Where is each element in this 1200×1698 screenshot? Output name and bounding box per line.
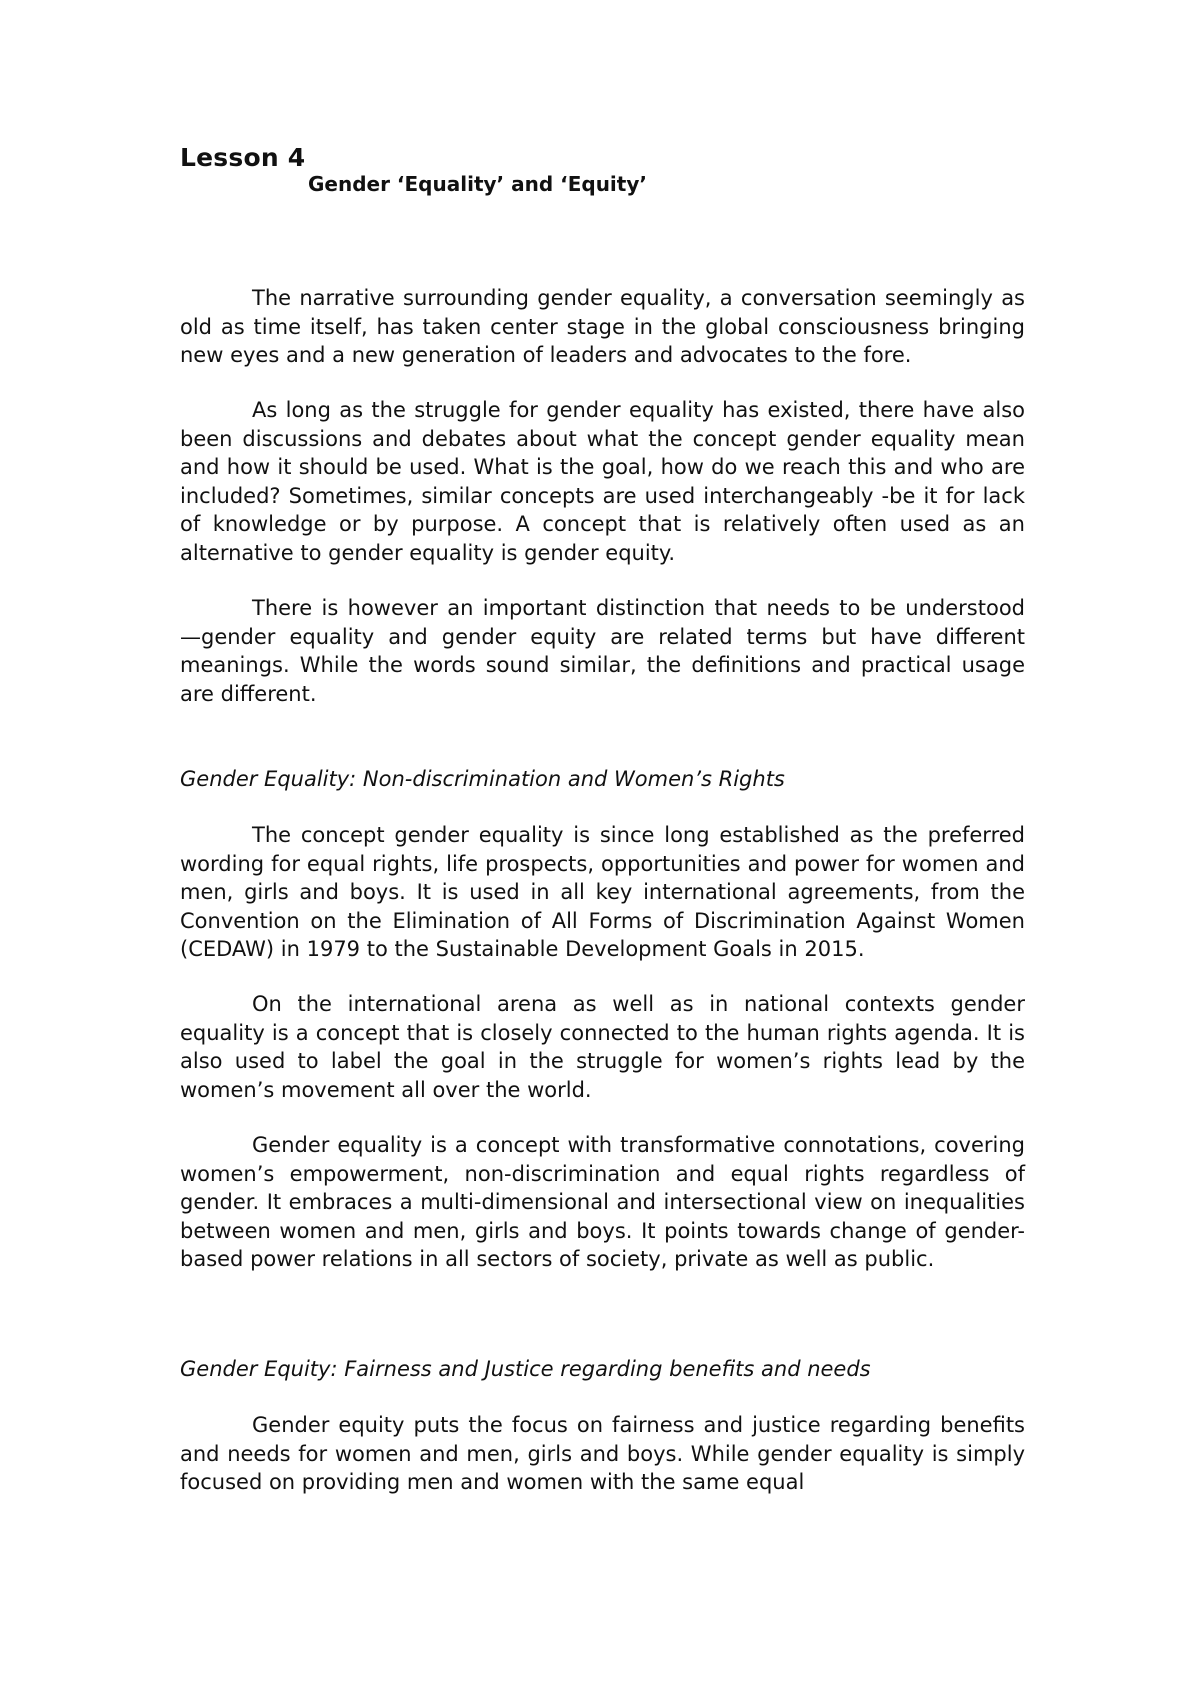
equality-paragraph-3: Gender equality is a concept with transformative connotations, covering women’s empowerment, non-discrimination and equal rights regardless of gender. It embraces a multi-dimensional and intersectional view on inequalities between women and men, girls and boys. It points towards change of gender-based power relations in all sectors of society, private as well as public.	[180, 1133, 1025, 1271]
equality-block-2	[180, 990, 1025, 1104]
intro-paragraph-1: The narrative surrounding gender equality, a conversation seemingly as old as time itself, has taken center stage in the global consciousness bringing new eyes and a new generation of leaders and advocates to the fore.	[180, 286, 1025, 367]
equality-paragraph-2: On the international arena as well as in national contexts gender equality is a concept that is closely connected to the human rights agenda. It is also used to label the goal in the struggle for women’s rights lead by the women’s movement all over the world.	[180, 992, 1025, 1102]
section-heading-equity: Gender Equity: Fairness and Justice regarding benefits and needs	[180, 1357, 871, 1381]
intro-block-3	[180, 594, 1025, 708]
intro-block-2	[180, 396, 1025, 567]
section-heading-equality: Gender Equality: Non-discrimination and Women’s Rights	[180, 767, 785, 791]
equality-paragraph-1: The concept gender equality is since long established as the preferred wording for equal rights, life prospects, opportunities and power for women and men, girls and boys. It is used in all key international agreements, from the Convention on the Elimination of All Forms of Discrimination Against Women (CEDAW) in 1979 to the Sustainable Development Goals in 2015.	[180, 823, 1025, 961]
equality-block-1	[180, 821, 1025, 964]
equality-block-3	[180, 1131, 1025, 1274]
lesson-title: Gender ‘Equality’ and ‘Equity’	[308, 172, 647, 196]
intro-block	[180, 284, 1025, 370]
lesson-label: Lesson 4	[180, 143, 306, 172]
equity-paragraph-1: Gender equity puts the focus on fairness and justice regarding benefits and needs for women and men, girls and boys. While gender equality is simply focused on providing men and women with the same equal	[180, 1413, 1025, 1494]
intro-paragraph-3: There is however an important distinction that needs to be understood —gender equality and gender equity are related terms but have different meanings. While the words sound similar, the definitions and practical usage are different.	[180, 596, 1025, 706]
equity-block-1	[180, 1411, 1025, 1497]
intro-paragraph-2: As long as the struggle for gender equality has existed, there have also been discussions and debates about what the concept gender equality mean and how it should be used. What is the goal, how do we reach this and who are included? Sometimes, similar concepts are used interchangeably -be it for lack of knowledge or by purpose. A concept that is relatively often used as an alternative to gender equality is gender equity.	[180, 398, 1025, 565]
